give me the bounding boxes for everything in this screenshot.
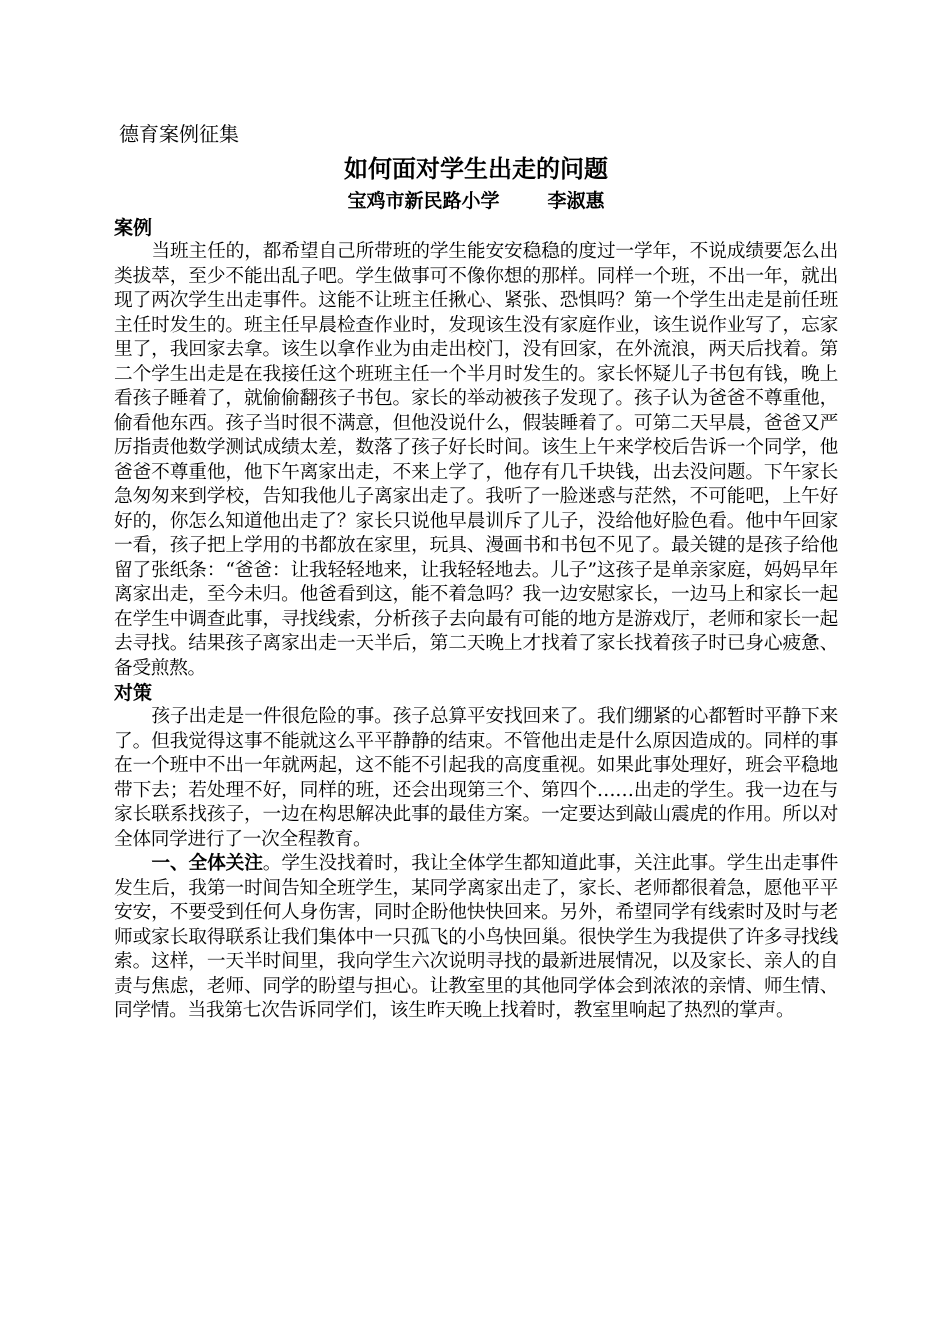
strategy-heading: 对策 <box>114 682 153 704</box>
strategy-paragraph: 孩子出走是一件很危险的事。孩子总算平安找回来了。我们绷紧的心都暂时平静下来了。但我觉得这事不能就这么平平静静的结束。不管他出走是什么原因造成的。同样的事在一个班中不出一年就两起，这不能不引起我的高度重视。如果此事处理好，班会平稳地带下去；若处理不好，同样的班，还会出现第三个、第四个……出走的学生。我一边在与家长联系找孩子，一边在构思解决此事的最佳方案。一定要达到敲山震虎的作用。所以对全体同学进行了一次全程教育。 <box>114 706 838 850</box>
author-name: 李淑惠 <box>547 190 605 212</box>
byline <box>114 186 838 216</box>
document-title: 如何面对学生出走的问题 <box>344 155 608 183</box>
case-heading: 案例 <box>114 217 153 239</box>
school-name: 宝鸡市新民路小学 <box>347 190 500 212</box>
collection-label: 德育案例征集 <box>119 122 239 146</box>
point-one-text: 。学生没找着时，我让全体学生都知道此事，关注此事。学生出走事件发生后，我第一时间告知全班学生，某同学离家出走了，家长、老师都很着急，愿他平平安安，不要受到任何人身伤害，同时企盼他快快回来。另外，希望同学有线索时及时与老师或家长取得联系让我们集体中一只孤飞的小鸟快回巢。很快学生为我提供了许多寻找线索。这样，一天半时间里，我向学生六次说明寻找的最新进展情况，以及家长、亲人的自责与焦虑，老师、同学的盼望与担心。让教室里的其他同学体会到浓浓的亲情、师生情、同学情。当我第七次告诉同学们，该生昨天晚上找着时，教室里响起了热烈的掌声。 <box>114 853 838 1021</box>
point-one-lead: 一、全体关注 <box>151 853 263 874</box>
point-one-paragraph <box>114 852 838 1024</box>
case-paragraph: 当班主任的，都希望自己所带班的学生能安安稳稳的度过一学年，不说成绩要怎么出类拔萃，至少不能出乱子吧。学生做事可不像你想的那样。同样一个班，不出一年，就出现了两次学生出走事件。这能不让班主任揪心、紧张、恐惧吗？第一个学生出走是前任班主任时发生的。班主任早晨检查作业时，发现该生没有家庭作业，该生说作业写了，忘家里了，我回家去拿。该生以拿作业为由走出校门，没有回家，在外流浪，两天后找着。第二个学生出走是在我接任这个班班主任一个半月时发生的。家长怀疑儿子书包有钱，晚上看孩子睡着了，就偷偷翻孩子书包。家长的举动被孩子发现了。孩子认为爸爸不尊重他，偷看他东西。孩子当时很不满意，但他没说什么，假装睡着了。可第二天早晨，爸爸又严厉指责他数学测试成绩太差，数落了孩子好长时间。该生上午来学校后告诉一个同学，他爸爸不尊重他，他下午离家出走，不来上学了，他存有几千块钱，出去没问题。下午家长急匆匆来到学校，告知我他儿子离家出走了。我听了一脸迷惑与茫然，不可能吧，上午好好的，你怎么知道他出走了？家长只说他早晨训斥了儿子，没给他好脸色看。他中午回家一看，孩子把上学用的书都放在家里，玩具、漫画书和书包不见了。最关键的是孩子给他留了张纸条：“爸爸：让我轻轻地来，让我轻轻地去。儿子”这孩子是单亲家庭，妈妈早年离家出走，至今未归。他爸看到这，能不着急吗？我一边安慰家长，一边马上和家长一起在学生中调查此事，寻找线索，分析孩子去向最有可能的地方是游戏厅，老师和家长一起去寻找。结果孩子离家出走一天半后，第二天晚上才找着了家长找着孩子时已身心疲惫、备受煎熬。 <box>114 241 838 679</box>
